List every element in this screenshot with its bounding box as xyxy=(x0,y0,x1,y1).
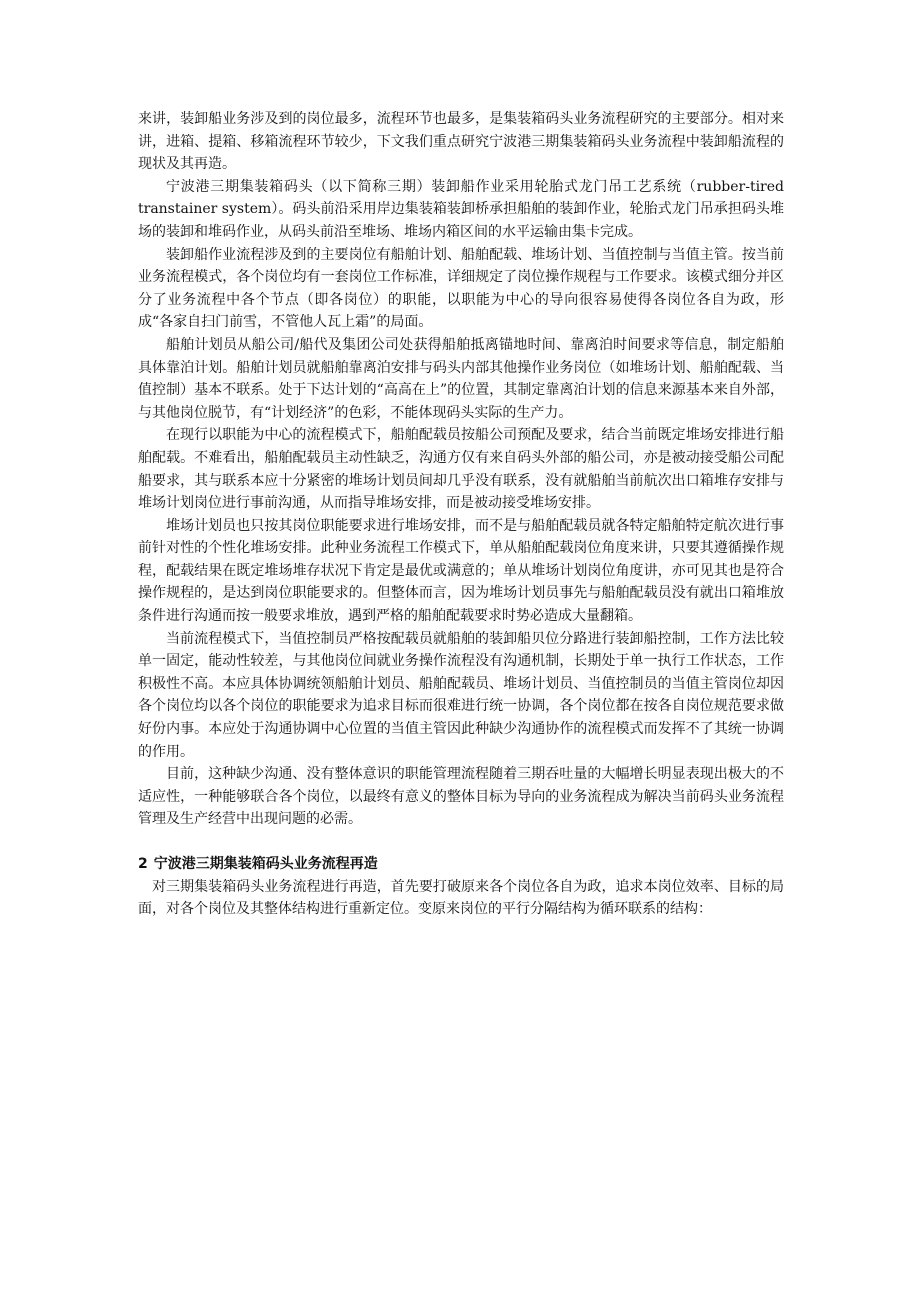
paragraph-continuation: 来讲，装卸船业务涉及到的岗位最多，流程环节也最多，是集装箱码头业务流程研究的主要部分。相对来讲，进箱、提箱、移箱流程环节较少，下文我们重点研究宁波港三期集装箱码头业务流程中装卸船流程的现状及其再造。 xyxy=(138,111,784,173)
paragraph-yard-planner: 堆场计划员也只按其岗位职能要求进行堆场安排，而不是与船舶配载员就各特定船舶特定航次进行事前针对性的个性化堆场安排。此种业务流程工作模式下，单从船舶配载岗位角度来讲，只要其遵循操作规程，配载结果在既定堆场堆存状况下肯定是最优或满意的；单从堆场计划岗位角度讲，亦可见其也是符合操作规程的，是达到岗位职能要求的。但整体而言，因为堆场计划员事先与船舶配载员没有就出口箱堆放条件进行沟通而按一般要求堆放，遇到严格的船舶配载要求时势必造成大量翻箱。 xyxy=(138,517,784,625)
section-title: 宁波港三期集装箱码头业务流程再造 xyxy=(153,856,378,872)
paragraph-stowage-planner: 在现行以职能为中心的流程模式下，船舶配载员按船公司预配及要求，结合当前既定堆场安排进行船舶配载。不难看出，船舶配载员主动性缺乏，沟通方仅有来自码头外部的船公司，亦是被动接受船公司配船要求，其与联系本应十分紧密的堆场计划员间却几乎没有联系，没有就船舶当前航次出口箱堆存安排与堆场计划岗位进行事前沟通，从而指导堆场安排，而是被动接受堆场安排。 xyxy=(138,427,784,512)
section-heading xyxy=(138,853,784,876)
paragraph-reengineering: 对三期集装箱码头业务流程进行再造，首先要打破原来各个岗位各自为政，追求本岗位效率、目标的局面，对各个岗位及其整体结构进行重新定位。变原来岗位的平行分隔结构为循环联系的结构： xyxy=(138,878,784,918)
paragraph-crane-system: 宁波港三期集装箱码头（以下简称三期）装卸船作业采用轮胎式龙门吊工艺系统（rubber-tired transtainer system）。码头前沿采用岸边集装箱装卸桥承担船舶的装卸作业，轮胎式龙门吊承担码头堆场的装卸和堆码作业，从码头前沿至堆场、堆场内箱区间的水平运输由集卡完成。 xyxy=(138,178,784,240)
paragraph-positions: 装卸船作业流程涉及到的主要岗位有船舶计划、船舶配载、堆场计划、当值控制与当值主管。按当前业务流程模式，各个岗位均有一套岗位工作标准，详细规定了岗位操作规程与工作要求。该模式细分并区分了业务流程中各个节点（即各岗位）的职能，以职能为中心的导向很容易使得各岗位各自为政，形成“各家自扫门前雪，不管他人瓦上霜”的局面。 xyxy=(138,246,784,331)
section-number: 2 xyxy=(138,856,148,872)
paragraph-duty-control: 当前流程模式下，当值控制员严格按配载员就船舶的装卸船贝位分路进行装卸船控制，工作方法比较单一固定，能动性较差，与其他岗位间就业务操作流程没有沟通机制，长期处于单一执行工作状态，工作积极性不高。本应具体协调统领船舶计划员、船舶配载员、堆场计划员、当值控制员的当值主管岗位却因各个岗位均以各个岗位的职能要求为追求目标而很难进行统一协调，各个岗位都在按各自岗位规范要求做好份内事。本应处于沟通协调中心位置的当值主管因此种缺少沟通协作的流程模式而发挥不了其统一协调的作用。 xyxy=(138,630,784,760)
document-body xyxy=(138,108,784,921)
paragraph-ship-planner: 船舶计划员从船公司/船代及集团公司处获得船舶抵离锚地时间、靠离泊时间要求等信息，制定船舶具体靠泊计划。船舶计划员就船舶靠离泊安排与码头内部其他操作业务岗位（如堆场计划、船舶配载、当值控制）基本不联系。处于下达计划的“高高在上”的位置，其制定靠离泊计划的信息来源基本来自外部，与其他岗位脱节，有“计划经济”的色彩，不能体现码头实际的生产力。 xyxy=(138,336,784,421)
paragraph-current-problem: 目前，这种缺少沟通、没有整体意识的职能管理流程随着三期吞吐量的大幅增长明显表现出极大的不适应性，一种能够联合各个岗位，以最终有意义的整体目标为导向的业务流程成为解决当前码头业务流程管理及生产经营中出现问题的必需。 xyxy=(138,766,784,828)
